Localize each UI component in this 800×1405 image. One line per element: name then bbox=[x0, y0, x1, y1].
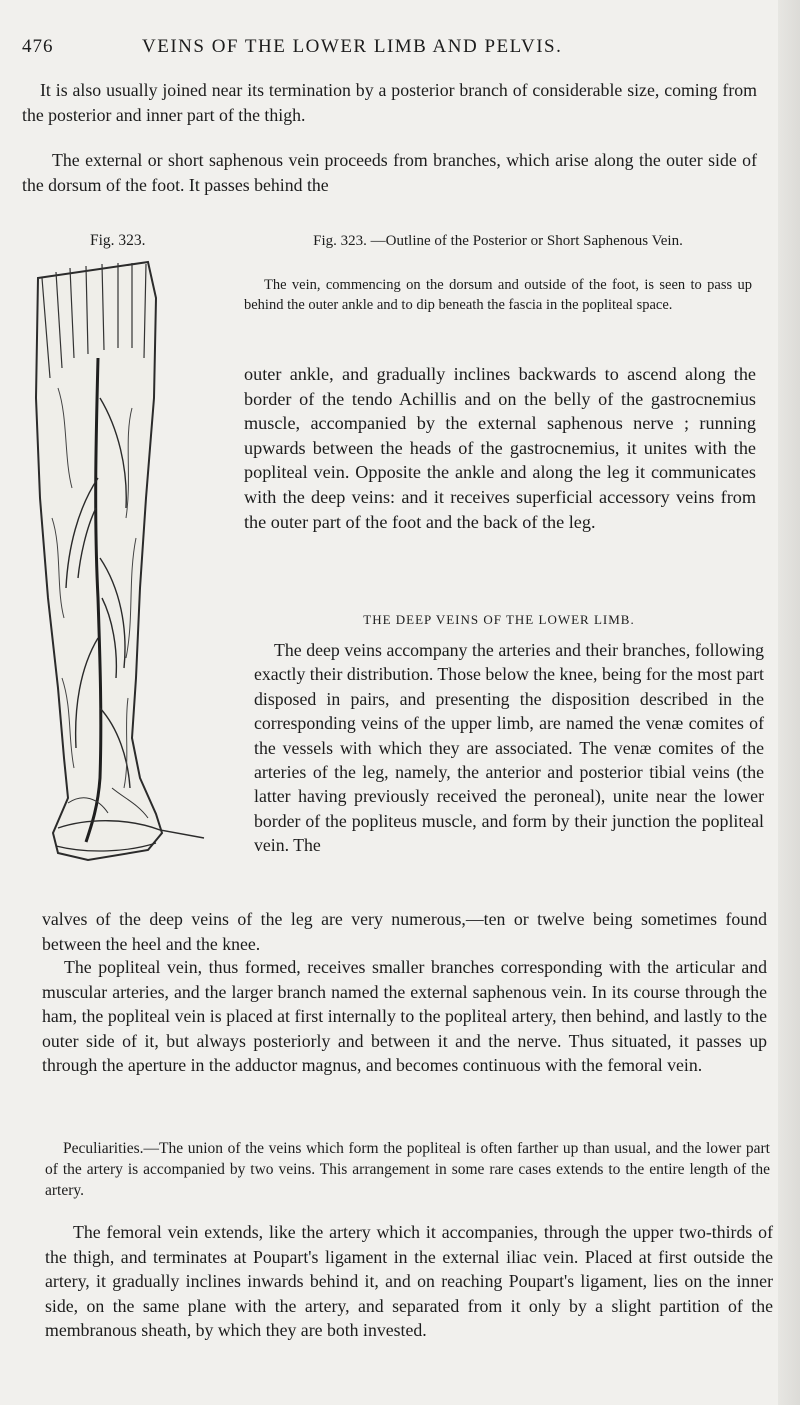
paragraph-valves: valves of the deep veins of the leg are very numerous,—ten or twelve being sometimes found between the heel and the knee. bbox=[42, 909, 767, 954]
paragraph-external-saphenous: The external or short saphenous vein proceeds from branches, which arise along the outer side of the dorsum of the foot. It passes behind the bbox=[22, 150, 757, 195]
leg-vein-illustration bbox=[28, 258, 228, 868]
figure-caption-title: Fig. 323. —Outline of the Posterior or Short Saphenous Vein. bbox=[313, 233, 683, 249]
page-header bbox=[22, 36, 762, 62]
running-head: VEINS OF THE LOWER LIMB AND PELVIS. bbox=[142, 36, 563, 57]
paragraph-femoral-vein: The femoral vein extends, like the artery which it accompanies, through the upper two-thirds of the thigh, and terminates at Poupart's ligament in the external iliac vein. Placed at first outside the artery, it gradually inclines inwards behind it, and on reaching Poupart's ligament, lies on the inner side, on the same plane with the artery, and separated from it only by a slight partition of the membranous sheath, by which they are both invested. bbox=[45, 1222, 773, 1340]
paragraph-posterior-branch: It is also usually joined near its termination by a posterior branch of considerable size, coming from the posterior and inner part of the thigh. bbox=[22, 80, 757, 125]
leg-illustration-svg bbox=[28, 258, 228, 868]
paragraph-outer-ankle: outer ankle, and gradually inclines backwards to ascend along the border of the tendo Achillis and on the belly of the gastrocnemius muscle, accompanied by the external saphenous nerve ; running upwards between the heads of the gastrocnemius, it unites with the popliteal vein. Opposite the ankle and along the leg it communicates with the deep veins: and it receives superficial accessory veins from the outer part of the foot and the back of the leg. bbox=[244, 364, 756, 532]
page-number: 476 bbox=[22, 36, 54, 57]
section-title: THE DEEP VEINS OF THE LOWER LIMB. bbox=[363, 612, 635, 627]
paragraph-peculiarities: Peculiarities.—The union of the veins which form the popliteal is often farther up than usual, and the lower part of the artery is accompanied by two veins. This arrangement in some rare cases extends to the entire length of the artery. bbox=[45, 1140, 770, 1199]
page-edge bbox=[778, 0, 800, 1405]
paragraph-deep-veins: The deep veins accompany the arteries and their branches, following exactly their distribution. Those below the knee, being for the most part disposed in pairs, and presenting the disposition described in the corresponding veins of the upper limb, are named the venæ comites of the vessels with which they are associated. The venæ comites of the arteries of the leg, namely, the anterior and posterior tibial veins (the latter having previously received the peroneal), unite near the lower border of the popliteus muscle, and form by their junction the popliteal vein. The bbox=[254, 640, 764, 856]
figure-caption-body: The vein, commencing on the dorsum and outside of the foot, is seen to pass up behind the outer ankle and to dip beneath the fascia in the popliteal space. bbox=[244, 277, 752, 313]
figure-label: Fig. 323. bbox=[90, 232, 146, 249]
paragraph-popliteal-vein: The popliteal vein, thus formed, receives smaller branches corresponding with the articular and muscular arteries, and the larger branch named the external saphenous vein. In its course through the ham, the popliteal vein is placed at first internally to the popliteal artery, then behind, and lastly to the outer side of it, but always posteriorly and between it and the nerve. Thus situated, it passes up through the aperture in the adductor magnus, and becomes continuous with the femoral vein. bbox=[42, 957, 767, 1075]
